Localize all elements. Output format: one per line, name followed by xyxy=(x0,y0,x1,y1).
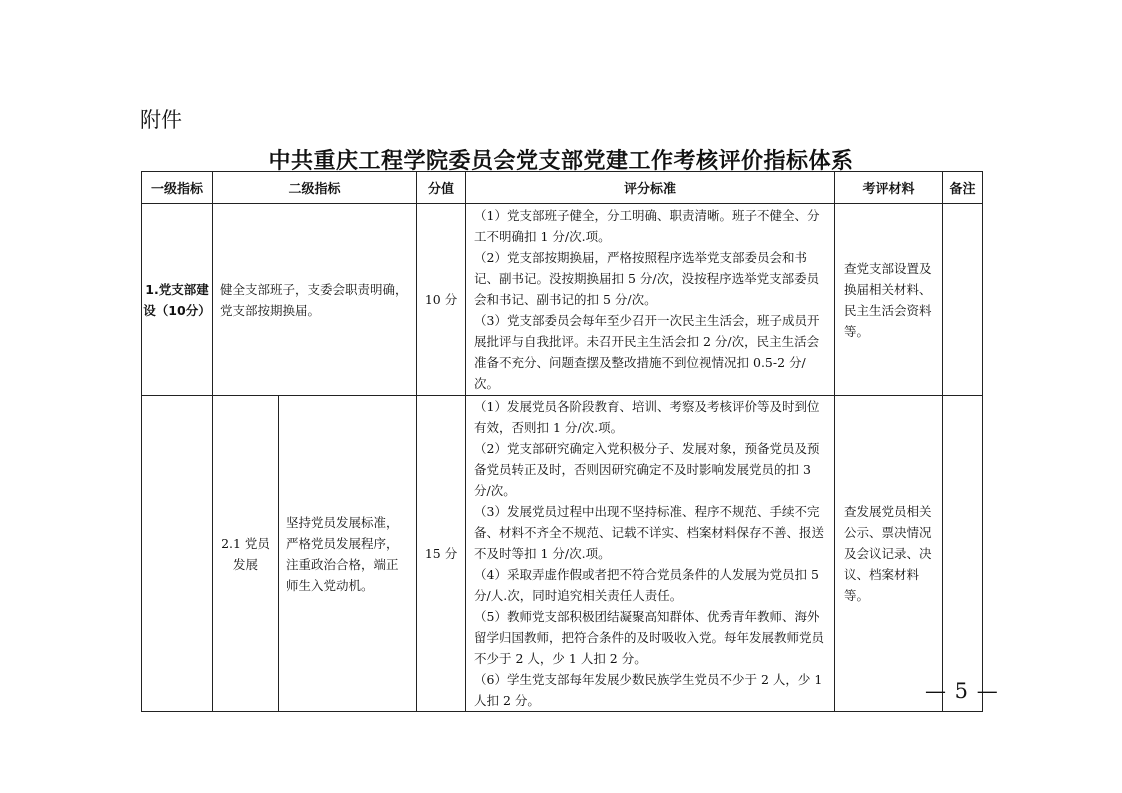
header-materials: 考评材料 xyxy=(835,172,943,204)
criteria-item: （1）发展党员各阶段教育、培训、考察及考核评价等及时到位有效，否则扣 1 分/次.项。 xyxy=(474,399,820,435)
row1-score: 10 分 xyxy=(417,204,466,396)
row2-notes xyxy=(943,396,983,712)
row2-level1 xyxy=(142,396,213,712)
criteria-item: （2）党支部研究确定入党积极分子、发展对象，预备党员及预备党员转正及时，否则因研究确定不及时影响发展党员的扣 3 分/次。 xyxy=(474,441,820,498)
row1-level1: 1.党支部建设（10分） xyxy=(142,204,213,396)
row2-materials: 查发展党员相关公示、票决情况及会议记录、决议、档案材料等。 xyxy=(835,396,943,712)
criteria-item: （3）发展党员过程中出现不坚持标准、程序不规范、手续不完备、材料不齐全不规范、记载不详实、档案材料保存不善、报送不及时等扣 1 分/次.项。 xyxy=(474,504,825,561)
evaluation-table xyxy=(141,171,983,712)
row2-level2: 坚持党员发展标准，严格党员发展程序，注重政治合格，端正师生入党动机。 xyxy=(279,396,417,712)
criteria-item: （4）采取弄虚作假或者把不符合党员条件的人发展为党员扣 5 分/人.次，同时追究相关责任人责任。 xyxy=(474,567,819,603)
row1-notes xyxy=(943,204,983,396)
criteria-item: （2）党支部按期换届，严格按照程序选举党支部委员会和书记、副书记。没按期换届扣 5 分/次，没按程序选举党支部委员会和书记、副书记的扣 5 分/次。 xyxy=(474,250,820,307)
row2-criteria xyxy=(466,396,835,712)
header-level2: 二级指标 xyxy=(213,172,417,204)
table-row xyxy=(142,396,983,712)
document-title: 中共重庆工程学院委员会党支部党建工作考核评价指标体系 xyxy=(268,148,854,174)
header-criteria: 评分标准 xyxy=(466,172,835,204)
criteria-item: （6）学生党支部每年发展少数民族学生党员不少于 2 人，少 1 人扣 2 分。 xyxy=(474,672,823,708)
row1-level2: 健全支部班子，支委会职责明确，党支部按期换届。 xyxy=(213,204,417,396)
row2-sub-indicator: 2.1 党员发展 xyxy=(213,396,279,712)
header-score: 分值 xyxy=(417,172,466,204)
annex-label: 附件 xyxy=(140,108,182,132)
page-number: — 5 — xyxy=(925,679,999,703)
header-notes: 备注 xyxy=(943,172,983,204)
criteria-item: （5）教师党支部积极团结凝聚高知群体、优秀青年教师、海外留学归国教师，把符合条件的及时吸收入党。每年发展教师党员不少于 2 人，少 1 人扣 2 分。 xyxy=(474,609,825,666)
table-row xyxy=(142,204,983,396)
criteria-item: （3）党支部委员会每年至少召开一次民主生活会，班子成员开展批评与自我批评。未召开民主生活会扣 2 分/次，民主生活会准备不充分、问题查摆及整改措施不到位视情况扣 0.5-2 分/次。 xyxy=(474,313,820,391)
row1-materials: 查党支部设置及换届相关材料、民主生活会资料等。 xyxy=(835,204,943,396)
row1-criteria xyxy=(466,204,835,396)
criteria-item: （1）党支部班子健全，分工明确、职责清晰。班子不健全、分工不明确扣 1 分/次.项。 xyxy=(474,208,820,244)
header-level1: 一级指标 xyxy=(142,172,213,204)
table-header-row xyxy=(142,172,983,204)
row2-score: 15 分 xyxy=(417,396,466,712)
